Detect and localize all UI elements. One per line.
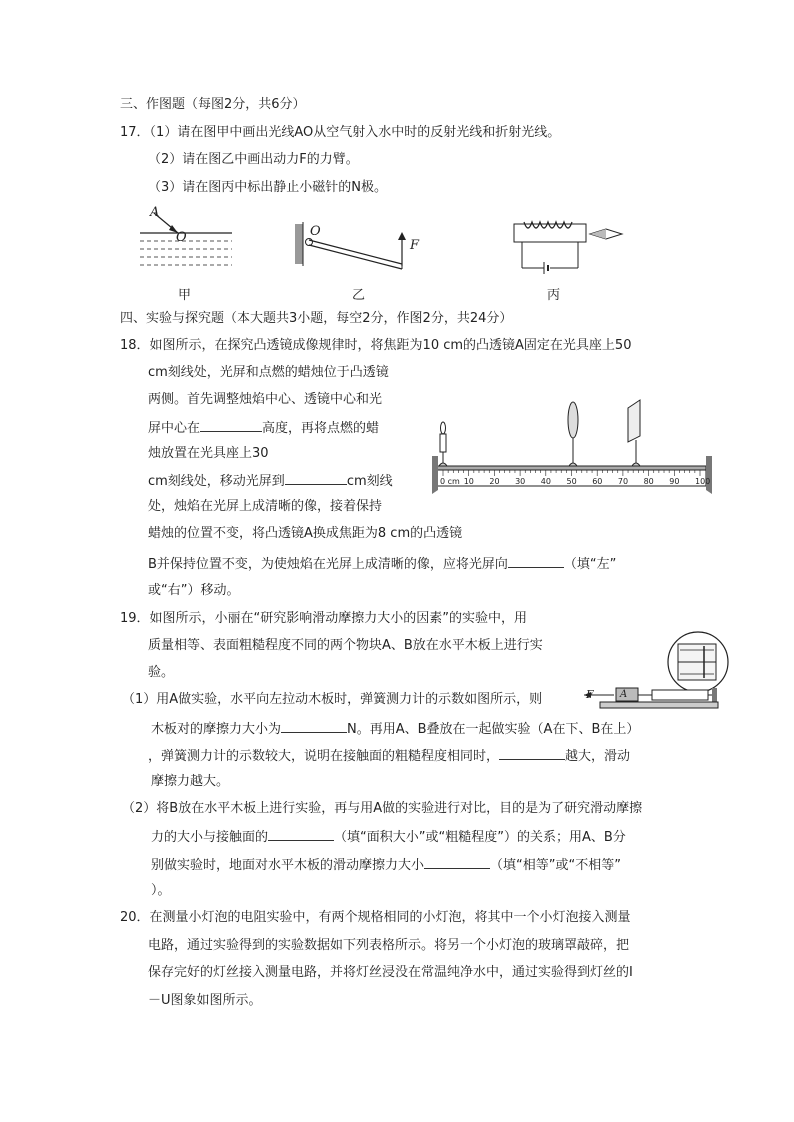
q18-line3: 两侧。首先调整烛焰中心、透镜中心和光 xyxy=(148,392,383,407)
fig-jia-label-o: O xyxy=(176,230,187,245)
fig-yi-label-f: F xyxy=(410,238,420,253)
ruler-tick-label: 10 xyxy=(463,477,474,486)
q19-line2: 质量相等、表面粗糙程度不同的两个物块A、B放在水平木板上进行实 xyxy=(148,638,543,653)
q19-blank-3[interactable] xyxy=(268,827,334,841)
q18-blank-1[interactable] xyxy=(200,418,262,432)
q19-line3: 验。 xyxy=(148,665,175,680)
q20-line3: 保存完好的灯丝接入测量电路，并将灯丝浸没在常温纯净水中，通过实验得到灯丝的I xyxy=(148,965,633,980)
q20-line2: 电路，通过实验得到的实验数据如下列表格所示。将另一个小灯泡的玻璃罩敲碎，把 xyxy=(148,938,630,953)
fig-yi-caption: 乙 xyxy=(352,288,366,303)
section3-heading: 三、作图题（每图2分，共6分） xyxy=(120,97,306,112)
q18-line9: B并保持位置不变，为使烛焰在光屏上成清晰的像，应将光屏向 （填“左” xyxy=(148,554,616,574)
q19-blank-2[interactable] xyxy=(499,746,565,760)
q20-line4: －U图象如图所示。 xyxy=(148,993,262,1008)
ruler-tick-label: 90 xyxy=(669,477,680,486)
q19-blank-1[interactable] xyxy=(281,719,347,733)
q19-line1: 19．如图所示，小丽在“研究影响滑动摩擦力大小的因素”的实验中，用 xyxy=(120,611,528,626)
q19-p2-line1: （2）将B放在水平木板上进行实验，再与用A做的实验进行对比，目的是为了研究滑动摩擦 xyxy=(122,801,643,816)
fig-yi-label-o: O xyxy=(310,224,321,239)
ruler-tick-label: 40 xyxy=(540,477,551,486)
q19-p2-line4: ）。 xyxy=(151,883,171,898)
fig-bing-caption: 丙 xyxy=(547,288,561,303)
q18-line2: cm刻线处，光屏和点燃的蜡烛位于凸透镜 xyxy=(148,365,389,380)
q19-p2-line2: 力的大小与接触面的 （填“面积大小”或“粗糙程度”）的关系；用A、B分 xyxy=(151,827,626,847)
q19-p1-line3: ，弹簧测力计的示数较大，说明在接触面的粗糙程度相同时， 越大，滑动 xyxy=(148,746,630,766)
ruler-tick-label: 0 cm xyxy=(440,477,460,486)
section4-heading: 四、实验与探究题（本大题共3小题，每空2分，作图2分，共24分） xyxy=(120,311,513,326)
q18-line1: 18．如图所示，在探究凸透镜成像规律时，将焦距为10 cm的凸透镜A固定在光具座上50 xyxy=(120,338,632,353)
ruler-tick-label: 100 xyxy=(695,477,711,486)
q17-part2: （2）请在图乙中画出动力F的力臂。 xyxy=(148,152,359,167)
q18-blank-2[interactable] xyxy=(285,471,347,485)
q19-p1-line4: 摩擦力越大。 xyxy=(151,774,230,789)
q17-part1: 17．（1）请在图甲中画出光线AO从空气射入水中时的反射光线和折射光线。 xyxy=(120,125,561,140)
q20-line1: 20．在测量小灯泡的电阻实验中，有两个规格相同的小灯泡，将其中一个小灯泡接入测量 xyxy=(120,910,631,925)
ruler-tick-label: 50 xyxy=(566,477,577,486)
ruler-tick-label: 60 xyxy=(592,477,603,486)
q19-p1-line1: （1）用A做实验，水平向左拉动木板时，弹簧测力计的示数如图所示，则 xyxy=(122,692,543,707)
q18-line6: cm刻线处，移动光屏到 cm刻线 xyxy=(148,471,393,491)
q18-line7: 处，烛焰在光屏上成清晰的像，接着保持 xyxy=(148,499,383,514)
figure-bing xyxy=(512,218,657,274)
fig-jia-caption: 甲 xyxy=(178,288,192,303)
ruler-tick-label: 80 xyxy=(643,477,654,486)
q18-line4: 屏中心在 高度，再将点燃的蜡 xyxy=(148,418,379,438)
q18-line8: 蜡烛的位置不变，将凸透镜A换成焦距为8 cm的凸透镜 xyxy=(148,526,463,541)
ruler-tick-label: 20 xyxy=(489,477,500,486)
ruler-tick-label: 70 xyxy=(617,477,629,486)
ruler-tick-label: 30 xyxy=(515,477,526,486)
q18-line10: 或“右”）移动。 xyxy=(148,583,240,598)
q18-line5: 烛放置在光具座上30 xyxy=(148,446,269,461)
friction-fig-label-a: A xyxy=(620,689,628,700)
friction-fig-label-f: F xyxy=(586,688,594,701)
fig-jia-label-a: A xyxy=(150,205,160,220)
q17-part3: （3）请在图丙中标出静止小磁针的N极。 xyxy=(148,180,387,195)
q19-p1-line2: 木板对的摩擦力大小为 N。再用A、B叠放在一起做实验（A在下、B在上） xyxy=(151,719,639,739)
q18-blank-3[interactable] xyxy=(508,554,564,568)
friction-figure xyxy=(580,632,730,720)
q19-blank-4[interactable] xyxy=(424,855,490,869)
q19-p2-line3: 别做实验时，地面对水平木板的滑动摩擦力大小 （填“相等”或“不相等” xyxy=(151,855,621,875)
